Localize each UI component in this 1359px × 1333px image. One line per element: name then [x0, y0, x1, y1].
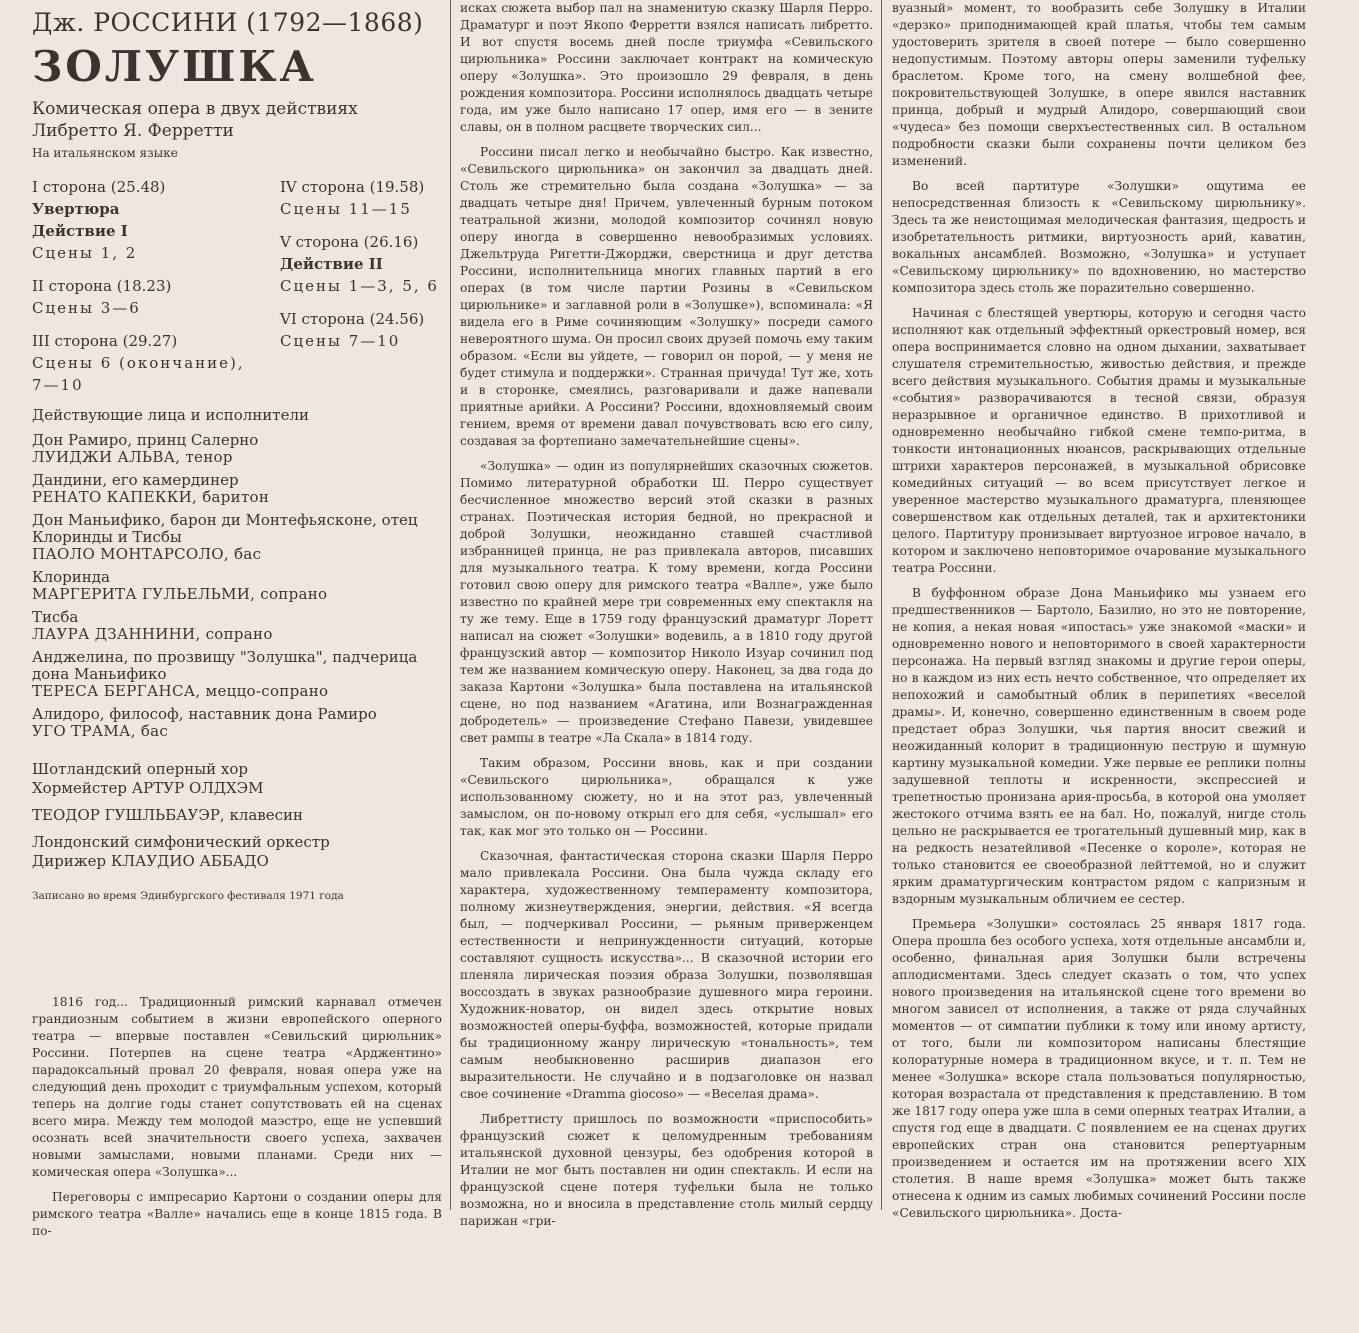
- cast-singer: ЛАУРА ДЗАННИНИ, сопрано: [32, 625, 273, 643]
- cast-entry: [32, 706, 442, 740]
- cast-entry: [32, 472, 442, 506]
- spacer: [280, 220, 450, 231]
- harpsichordist: ТЕОДОР ГУШЛЬБАУЭР, клавесин: [32, 806, 304, 824]
- cast-singer: РЕНАТО КАПЕККИ, баритон: [32, 488, 270, 506]
- side-label: I сторона (25.48): [32, 178, 166, 196]
- opera-title: ЗОЛУШКА: [32, 42, 317, 91]
- scenes-label: Сцены 3—6: [32, 299, 141, 317]
- article-paragraph: 1816 год... Традиционный римский карнавал отмечен грандиозным событием в жизни европейского оперного театра — впервые поставлен «Севильский цирюльник» Россини. Потерпев на сцене театра «Арджентино» парадоксальный провал 20 февраля, новая опера уже на следующий день проходит с триумфальным успехом, который теперь на долгие годы станет сопутствовать ей на сценах всего мира. Между тем молодой маэстро, еще не успевший осознать всей значительности своего успеха, захвачен новыми замыслами, новыми планами. Среди них — комическая опера «Золушка»...: [32, 995, 442, 1179]
- orchestra: Лондонский симфонический оркестр: [32, 833, 330, 851]
- article-paragraph: Во всей партитуре «Золушки» ощутима ее непосредственная близость к «Севильскому цирюльнику». Здесь та же неистощимая мелодическая фантазия, щедрость и изобретательность ритмики, виртуозность арий, каватин, вокальных ансамблей. Возможно, «Золушка» и уступает «Севильскому цирюльнику» по вдохновению, но мастерство композитора здесь столь же порazительно совершенно.: [892, 179, 1306, 295]
- act-label: Действие I: [32, 222, 128, 240]
- cast-singer: УГО ТРАМА, бас: [32, 722, 169, 740]
- recording-note: Записано во время Эдинбургского фестиваля 1971 года: [32, 890, 344, 902]
- scenes-label: 7—10: [32, 376, 84, 394]
- act-label: Увертюра: [32, 200, 120, 218]
- cast-list: [32, 432, 442, 740]
- column-left: [32, 0, 442, 1238]
- conductor: Дирижер КЛАУДИО АББАДО: [32, 852, 269, 870]
- opera-subtitle: Комическая опера в двух действиях: [32, 99, 358, 119]
- cast-entry: [32, 432, 442, 466]
- spacer: [32, 319, 262, 330]
- language-note: На итальянском языке: [32, 146, 178, 160]
- scenes-label: Сцены 1—3, 5, 6: [280, 277, 439, 295]
- article-paragraph: Премьера «Золушки» состоялась 25 января 1817 года. Опера прошла без особого успеха, хотя отдельные ансамбли и, особенно, финальная ария Золушки были встречены аплодисментами. Здесь следует сказать о том, что успех нового произведения на итальянской сцене того времени во многом зависел от исполнения, а также от ряда случайных моментов — от симпатии публики к тому или иному артисту, от того, были ли композитором написаны блестящие колоратурные номера в традиционном вкусе, и т. п. Тем не менее «Золушка» вскоре стала пользоваться популярностью, которая возрастала от представления к представлению. В том же 1817 году опера уже шла в семи оперных театрах Италии, а спустя год еще в двадцати. С появлением ее на сценах других европейских стран она становится репертуарным произведением и остается им на протяжении всего XIX столетия. В наше время «Золушка» может быть также отнесена к одним из самых любимых сочинений Россини после «Севильского цирюльника». Доста-: [892, 917, 1306, 1220]
- article-part-2: [460, 0, 873, 1230]
- article-paragraph: вуазный» момент, то вообразить себе Золушку в Италии «дерзко» приподнимающей край платья, чтобы тем самым удостоверить зрителя в своей потере — было совершенно недопустимым. Поэтому авторы оперы заменили туфельку браслетом. Кроме того, на смену волшебной фее, покровительствующей Золушке, в опере явился наставник принца, добрый и мудрый Алидоро, совершающий свои «чудеса» без помощи сверхъестественных сил. В остальном подробности сказки были сохранены почти целиком без изменений.: [892, 1, 1306, 168]
- side-label: V сторона (26.16): [280, 233, 419, 251]
- cast-entry: [32, 649, 442, 700]
- article-paragraph: Начиная с блестящей увертюры, которую и сегодня часто исполняют как отдельный эффектный оркестровый номер, вся опера воспринимается словно на одном дыхании, захватывает слушателя стремительностью, живостью действия, и прежде всего действия музыкального. События драмы и музыкальные «события» разворачиваются в тесной связи, образуя неразрывное и органичное единство. В прихотливой и одновременно необычайно гибкой смене темпо-ритма, в тонкости интонационных нюансов, раскрывающих отдельные штрихи характеров персонажей, в музыкальной обрисовке комедийных ситуаций — во всем присутствует легкое и уверенное мастерство музыкального драматурга, пленяющее совершенством как отдельных деталей, так и архитектоники целого. Партитуру пронизывает виртуозное игровое начало, в котором и заключено неповторимое очарование музыкального театра Россини.: [892, 306, 1306, 575]
- column-divider-2: [881, 0, 882, 1210]
- cast-role: Дон Маньифико, барон ди Монтефьясконе, отец Клоринды и Тисбы: [32, 511, 418, 546]
- libretto-line: Либретто Я. Ферретти: [32, 121, 234, 141]
- sides-left: [32, 176, 262, 396]
- cast-singer: ТЕРЕСА БЕРГАНСА, меццо-сопрано: [32, 682, 329, 700]
- article-paragraph: Россини писал легко и необычайно быстро. Как известно, «Севильского цирюльника» он закончил за двадцать дней. Столь же стремительно была создана «Золушка» — за двадцать четыре дня! Причем, увлеченный бурным потоком театральной жизни, молодой композитор сочинял новую оперу иногда в совершенно невообразимых условиях. Джельтруда Ригетти-Джорджи, сверстница и друг детства Россини, исполнительница многих главных партий в его операх (в том числе партии Розины в «Севильском цирюльнике» и заглавной роли в «Золушке»), вспоминала: «Я видела его в Риме сочиняющим «Золушку» посреди самого невероятного шума. Он просил своих друзей помочь ему таким образом. «Если вы уйдете, — говорил он порой, — у меня не будет стимула и поддержки». Странная причуда! Тут же, хоть и в сторонке, смеялись, разговаривали и даже напевали приятные арийки. А Россини? Россини, вдохновляемый своим гением, время от времени давал почувствовать всю его силу, создавая за фортепиано замечательнейшие сцены».: [460, 145, 873, 448]
- article-paragraph: Либреттисту пришлось по возможности «приспособить» французский сюжет к целомудренным требованиям итальянской духовной цензуры, без одобрения которой в Италии не мог быть поставлен ни один спектакль. И если на французской сцене потеря туфельки была не только возможна, но и вносила в представление столь милый сердцу парижан «гри-: [460, 1112, 873, 1228]
- cast-singer: МАРГЕРИТА ГУЛЬЕЛЬМИ, сопрано: [32, 585, 328, 603]
- article-part-3: [892, 0, 1306, 1222]
- scenes-label: Сцены 7—10: [280, 332, 401, 350]
- cast-role: Дон Рамиро, принц Салерно: [32, 431, 259, 449]
- chorus-master: Хормейстер АРТУР ОЛДХЭМ: [32, 779, 264, 797]
- column-middle: [460, 0, 873, 1238]
- side-label: III сторона (29.27): [32, 332, 178, 350]
- article-part-1: [32, 994, 442, 1248]
- scenes-label: Сцены 1, 2: [32, 244, 138, 262]
- cast-role: Анджелина, по прозвищу "Золушка", падчерица дона Маньифико: [32, 648, 418, 683]
- cast-role: Клоринда: [32, 568, 110, 586]
- side-label: II сторона (18.23): [32, 277, 172, 295]
- chorus: Шотландский оперный хор: [32, 760, 248, 778]
- article-paragraph: исках сюжета выбор пал на знаменитую сказку Шарля Перро. Драматург и поэт Якопо Ферретти взялся написать либретто. И вот спустя восемь дней после триумфа «Севильского цирюльника» Россини заключает контракт на комическую оперу «Золушка». Это произошло 29 февраля, в день рождения композитора. Россини исполнялось двадцать четыре года, им уже было написано 17 опер, имя его — в зените славы, он в полном расцвете творческих сил...: [460, 1, 873, 134]
- article-paragraph: Таким образом, Россини вновь, как и при создании «Севильского цирюльника», обращался к уже использованному сюжету, но и на этот раз, увлеченный замыслом, он по-новому открыл его для себя, «услышал» его так, как мог это только он — Россини.: [460, 756, 873, 838]
- act-label: Действие II: [280, 255, 383, 273]
- composer-line: Дж. РОССИНИ (1792—1868): [32, 8, 424, 37]
- cast-role: Тисба: [32, 608, 79, 626]
- cast-heading: Действующие лица и исполнители: [32, 406, 309, 424]
- cast-entry: [32, 569, 442, 603]
- column-divider-1: [450, 0, 451, 1210]
- scenes-label: Сцены 11—15: [280, 200, 412, 218]
- sides-right: [280, 176, 450, 352]
- spacer: [32, 264, 262, 275]
- cast-role: Дандини, его камердинер: [32, 471, 239, 489]
- spacer: [280, 297, 450, 308]
- article-paragraph: Переговоры с импресарио Картони о создании оперы для римского театра «Валле» начались еще в конце 1815 года. В по-: [32, 1190, 442, 1238]
- cast-singer: ЛУИДЖИ АЛЬВА, тенор: [32, 448, 233, 466]
- column-right: [892, 0, 1306, 1230]
- ensembles: [32, 760, 442, 871]
- article-paragraph: «Золушка» — один из популярнейших сказочных сюжетов. Помимо литературной обработки Ш. Перро существует бесчисленное множество версий этой сказки в разных странах. Поэтическая история бедной, но прекрасной и доброй Золушки, неожиданно ставшей счастливой избранницей принца, не раз привлекала авторов, писавших для музыкального театра. К тому времени, когда Россини готовил свою оперу для римского театра «Валле», уже было известно по крайней мере три современных ему спектакля на ту же тему. Еще в 1759 году французский драматург Лоретт написал на сюжет «Золушки» водевиль, а в 1810 году другой французский автор — композитор Николо Изуар сочинил под тем же названием комическую оперу. Наконец, за два года до заказа Картони «Золушка» была поставлена на итальянской сцене, но под названием «Агатина, или Вознагражденная добродетель» — произведение Стефано Павези, увидевшее свет рампы в театре «Ла Скала» в 1814 году.: [460, 459, 873, 745]
- cast-singer: ПАОЛО МОНТАРСОЛО, бас: [32, 545, 262, 563]
- scenes-label: Сцены 6 (окончание),: [32, 354, 245, 372]
- cast-entry: [32, 609, 442, 643]
- side-label: IV сторона (19.58): [280, 178, 425, 196]
- sides-list: [32, 176, 442, 404]
- side-label: VI сторона (24.56): [280, 310, 425, 328]
- cast-entry: [32, 512, 442, 563]
- article-paragraph: Сказочная, фантастическая сторона сказки Шарля Перро мало привлекала Россини. Она была чужда складу его характера, художественному темпераменту композитора, полному жизнеутверждения, энергии, действия. «Я всегда был, — подчеркивал Россини, — рьяным приверженцем естественности и непринужденности ситуаций, которые составляют сущность искусства»... В сказочной истории его пленяла лирическая поэзия образа Золушки, позволявшая воссоздать в звуках разнообразие душевного мира героини. Художник-новатор, он видел здесь открытие новых возможностей оперы-буффа, возможностей, которые придали бы традиционному жанру лирическую «тональность», тем самым необыкновенно расширив диапазон его выразительности. Не случайно и в подзаголовке он назвал свое сочинение «Dramma giocoso» — «Веселая драма».: [460, 849, 873, 1101]
- article-paragraph: В буффонном образе Дона Маньифико мы узнаем его предшественников — Бартоло, Базилио, но это не повторение, не копия, а некая новая «ипостась» уже знакомой «маски» и одновременно нового и неповторимого в своей характерности персонажа. На первый взгляд знакомы и другие герои оперы, но в каждом из них есть нечто собственное, что определяет их непохожий и самобытный облик в перипетиях «веселой драмы». И, конечно, совершенно единственным в своем роде предстает образ Золушки, чья партия вносит свежий и неожиданный колорит в традиционную пеструю и шумную картину музыкальной комедии. Уже первые ее реплики полны задушевной теплоты и искренности, экспрессией и трепетностью пронизана ария-просьба, в которой она умоляет жестокого отчима взять ее на бал. Но, пожалуй, нигде столь цельно не раскрывается ее трогательный душевный мир, как в на редкость незатейливой «Песенке о короле», которая не только становится ее своеобразной лейттемой, но и служит ярким драматургическим контрастом рядом с капризным и вздорным музыкальным обличием ее сестер.: [892, 586, 1306, 906]
- cast-role: Алидоро, философ, наставник дона Рамиро: [32, 705, 377, 723]
